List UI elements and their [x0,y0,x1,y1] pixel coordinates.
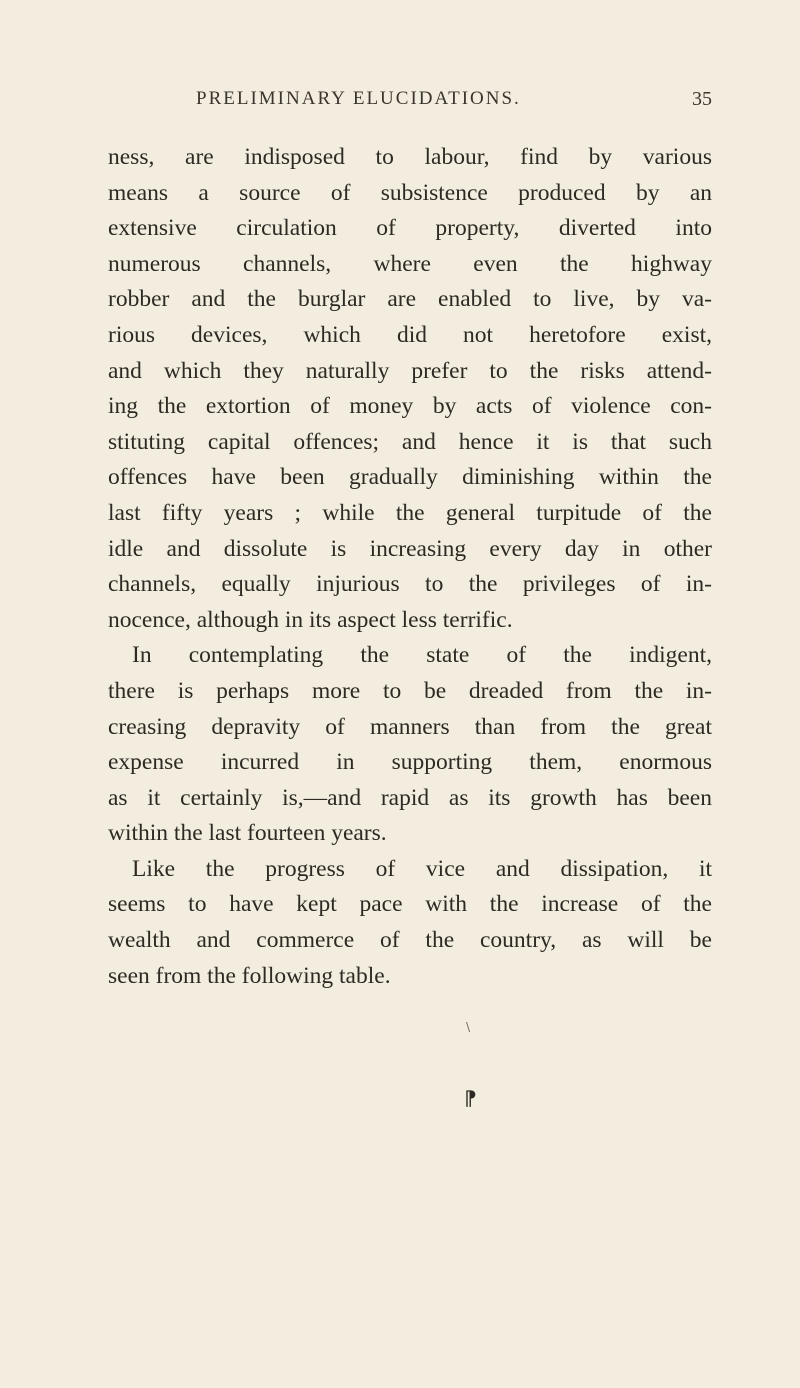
text-line: last fifty years ; while the general turpitude of the [108,499,712,526]
text-line: and which they naturally prefer to the risks attend- [108,357,712,384]
running-title: PRELIMINARY ELUCIDATIONS. [196,88,521,109]
text-line: numerous channels, where even the highway [108,250,712,277]
text-line: stituting capital offences; and hence it is that such [108,428,712,455]
text-line: idle and dissolute is increasing every day in other [108,535,712,562]
text-line: nocence, although in its aspect less terrific. [108,606,513,633]
text-line: there is perhaps more to be dreaded from the in- [108,677,712,704]
text-line: In contemplating the state of the indigent, [132,642,712,669]
text-line: ing the extortion of money by acts of violence con- [108,393,712,420]
text-line: wealth and commerce of the country, as will be [108,927,712,954]
text-line: robber and the burglar are enabled to live, by va- [108,286,712,313]
text-line: as it certainly is,—and rapid as its growth has been [108,784,712,811]
text-line: creasing depravity of manners than from the great [108,713,712,740]
text-line: seems to have kept pace with the increase of the [108,891,712,918]
text-line: within the last fourteen years. [108,820,387,847]
text-line: seen from the following table. [108,962,391,989]
text-line: rious devices, which did not heretofore exist, [108,321,712,348]
text-line: channels, equally injurious to the privileges of in- [108,571,712,598]
text-line: offences have been gradually diminishing within the [108,464,712,491]
text-line: expense incurred in supporting them, enormous [108,749,712,776]
running-head [108,88,712,116]
text-line: ness, are indisposed to labour, find by various [108,144,712,170]
text-line: means a source of subsistence produced by an [108,179,712,206]
ink-blot-mark: ⁋ [464,1088,477,1110]
stray-tick-mark: \ [466,1020,471,1034]
page-number: 35 [692,88,712,110]
body-text [108,140,712,994]
text-line: Like the progress of vice and dissipation, it [132,855,712,882]
text-line: extensive circulation of property, diverted into [108,215,712,242]
